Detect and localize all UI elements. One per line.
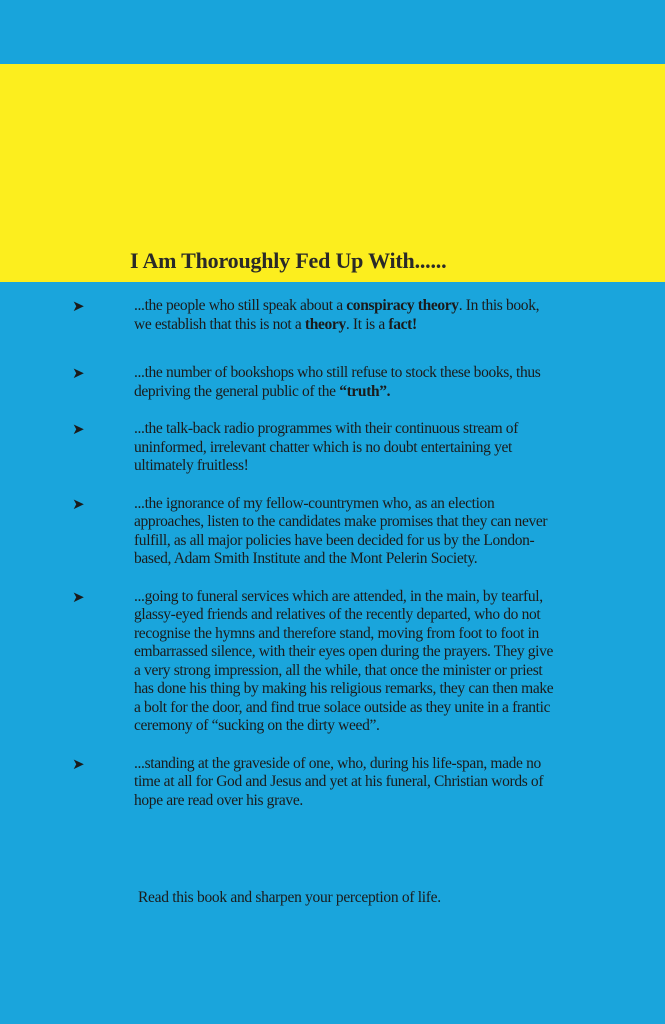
list-item [0, 495, 665, 569]
bold-text: theory [304, 315, 346, 333]
spacer [0, 334, 665, 364]
arrowhead-icon: ➤ [72, 587, 85, 606]
arrowhead-icon: ➤ [72, 297, 85, 315]
arrowhead-icon: ➤ [72, 494, 85, 513]
list-item [0, 364, 665, 401]
list-item [0, 755, 665, 811]
list-item [0, 588, 665, 736]
arrowhead-icon: ➤ [72, 420, 85, 438]
closing-line: Read this book and sharpen your perception of life. [138, 889, 441, 906]
list-item-text: ...standing at the graveside of one, who, during his life-span, made no time at all for God and Jesus and yet at his funeral, Christian words of hope are read over his grave. [134, 754, 544, 809]
spacer [0, 401, 665, 420]
grievance-list [0, 297, 665, 810]
list-item-text [134, 364, 554, 401]
bold-text: “truth”. [339, 382, 391, 400]
spacer [0, 736, 665, 755]
spacer [0, 476, 665, 495]
list-item-text: ...going to funeral services which are attended, in the main, by tearful, glassy-eyed friends and relatives of the recently departed, who do not recognise the hymns and therefore stand, moving from foot to foot in embarrassed silence, with their eyes open during the prayers. They give a very strong impression, all the while, that once the minister or priest has done his thing by making his religious remarks, they can then make a bolt for the door, and find true solace outside as they unite in a frantic ceremony of “sucking on the dirty weed”. [134, 587, 554, 734]
text-run: ...the people who still speak about a [134, 297, 347, 314]
spacer [0, 569, 665, 588]
top-blue-strip [0, 0, 665, 64]
list-item [0, 420, 665, 476]
page-heading: I Am Thoroughly Fed Up With...... [130, 248, 447, 273]
list-item-text: ...the talk-back radio programmes with their continuous stream of uninformed, irrelevant chatter which is no doubt entertaining yet ultimately fruitless! [134, 420, 519, 474]
bold-text: fact! [388, 315, 417, 333]
list-item [0, 297, 665, 334]
arrowhead-icon: ➤ [72, 364, 85, 382]
list-item-text: ...the ignorance of my fellow-countrymen who, as an election approaches, listen to the candidates make promises that they can never fulfill, as all major policies have been decided for us by the London-based, Adam Smith Institute and the Mont Pelerin Society. [134, 494, 548, 567]
text-run: ...the number of bookshops who still refuse to stock these books, thus depriving the general public of the [134, 364, 541, 400]
text-run: . It is a [345, 315, 389, 333]
bold-text: conspiracy theory [346, 297, 459, 314]
arrowhead-icon: ➤ [72, 754, 85, 773]
text-run: . In this book, we establish that this is not a [134, 297, 540, 333]
list-item-text [134, 297, 554, 334]
